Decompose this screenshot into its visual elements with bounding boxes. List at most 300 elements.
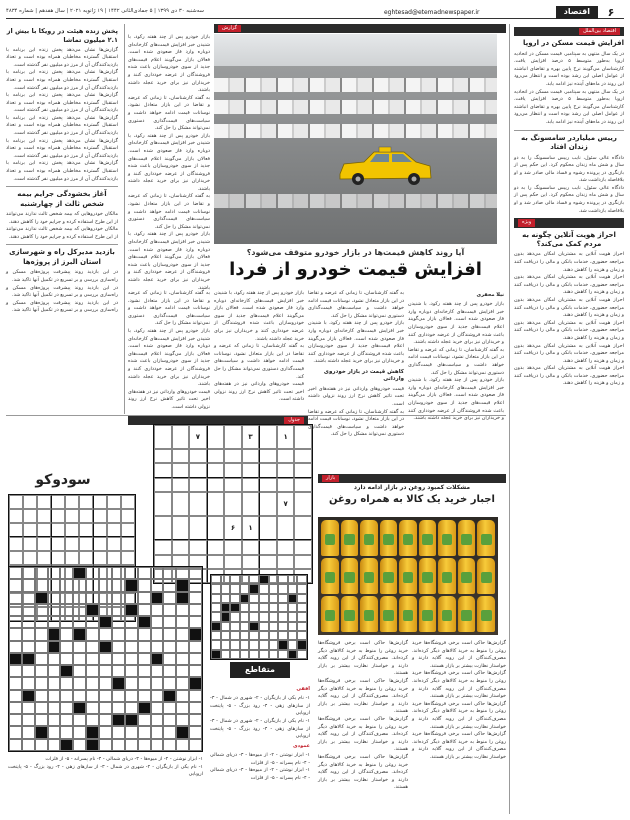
crossword-cell[interactable] xyxy=(73,592,86,604)
crossword-cell[interactable] xyxy=(99,604,112,616)
sudoku-cell[interactable] xyxy=(294,516,312,540)
crossword-cell[interactable] xyxy=(22,653,35,665)
crossword-cell[interactable] xyxy=(249,575,259,584)
sudoku-cell[interactable] xyxy=(154,492,172,516)
crossword-cell[interactable] xyxy=(151,739,164,751)
crossword-cell[interactable] xyxy=(35,702,48,714)
crossword-cell[interactable] xyxy=(269,594,279,603)
crossword-cell[interactable] xyxy=(22,567,35,579)
crossword-cell[interactable] xyxy=(151,628,164,640)
crossword-cell[interactable] xyxy=(125,653,138,665)
crossword-cell[interactable] xyxy=(151,653,164,665)
crossword-cell[interactable] xyxy=(189,628,202,640)
crossword-cell[interactable] xyxy=(125,690,138,702)
sudoku-cell[interactable] xyxy=(277,540,295,554)
sudoku-cell[interactable] xyxy=(172,492,190,516)
crossword-cell[interactable] xyxy=(138,616,151,628)
sudoku-cell[interactable] xyxy=(9,523,23,537)
crossword-cell[interactable] xyxy=(297,603,307,612)
sudoku-cell[interactable] xyxy=(154,425,172,449)
crossword-cell[interactable] xyxy=(60,641,73,653)
sudoku-cell[interactable] xyxy=(207,492,225,516)
crossword-cell[interactable] xyxy=(112,665,125,677)
sudoku-cell[interactable] xyxy=(9,551,23,565)
sudoku-cell[interactable] xyxy=(23,551,37,565)
crossword-cell[interactable] xyxy=(211,650,221,659)
crossword-cell[interactable] xyxy=(288,603,298,612)
sudoku-cell[interactable] xyxy=(154,478,172,492)
crossword-cell[interactable] xyxy=(125,579,138,591)
crossword-cell[interactable] xyxy=(86,665,99,677)
sudoku-cell[interactable] xyxy=(23,537,37,551)
crossword-cell[interactable] xyxy=(189,592,202,604)
crossword-cell[interactable] xyxy=(297,622,307,631)
crossword-cell[interactable] xyxy=(35,726,48,738)
sudoku-cell[interactable] xyxy=(242,478,260,492)
crossword-cell[interactable] xyxy=(112,714,125,726)
crossword-cell[interactable] xyxy=(138,690,151,702)
sudoku-cell[interactable] xyxy=(93,523,107,537)
crossword-cell[interactable] xyxy=(278,650,288,659)
crossword-cell[interactable] xyxy=(73,628,86,640)
crossword-cell[interactable] xyxy=(221,640,231,649)
crossword-cell[interactable] xyxy=(22,628,35,640)
crossword-cell[interactable] xyxy=(278,640,288,649)
sudoku-cell[interactable] xyxy=(65,523,79,537)
sudoku-cell[interactable] xyxy=(277,555,295,569)
sudoku-cell[interactable] xyxy=(172,425,190,449)
sudoku-cell[interactable] xyxy=(224,478,242,492)
sudoku-cell[interactable] xyxy=(79,537,93,551)
crossword-cell[interactable] xyxy=(138,702,151,714)
crossword-cell[interactable] xyxy=(211,584,221,593)
crossword-cell[interactable] xyxy=(99,616,112,628)
crossword-cell[interactable] xyxy=(112,653,125,665)
crossword-cell[interactable] xyxy=(189,604,202,616)
crossword-cell[interactable] xyxy=(22,714,35,726)
crossword-cell[interactable] xyxy=(99,739,112,751)
crossword-cell[interactable] xyxy=(269,575,279,584)
crossword-cell[interactable] xyxy=(73,616,86,628)
crossword-cell[interactable] xyxy=(60,714,73,726)
crossword-cell[interactable] xyxy=(269,631,279,640)
sudoku-cell[interactable] xyxy=(242,555,260,569)
crossword-cell[interactable] xyxy=(221,622,231,631)
crossword-cell[interactable] xyxy=(151,714,164,726)
crossword-cell[interactable] xyxy=(189,739,202,751)
sudoku-cell[interactable] xyxy=(207,540,225,554)
sudoku-cell[interactable] xyxy=(189,463,207,477)
crossword-cell[interactable] xyxy=(22,739,35,751)
sudoku-cell[interactable] xyxy=(294,463,312,477)
crossword-cell[interactable] xyxy=(230,594,240,603)
crossword-cell[interactable] xyxy=(288,640,298,649)
crossword-cell[interactable] xyxy=(35,579,48,591)
crossword-cell[interactable] xyxy=(269,584,279,593)
crossword-cell[interactable] xyxy=(86,616,99,628)
sudoku-cell[interactable] xyxy=(93,495,107,509)
crossword-cell[interactable] xyxy=(22,665,35,677)
crossword-cell[interactable] xyxy=(176,690,189,702)
crossword-cell[interactable] xyxy=(138,604,151,616)
crossword-cell[interactable] xyxy=(269,622,279,631)
crossword-cell[interactable] xyxy=(86,628,99,640)
sudoku-cell[interactable] xyxy=(121,551,135,565)
crossword-cell[interactable] xyxy=(163,567,176,579)
crossword-cell[interactable] xyxy=(9,714,22,726)
crossword-cell[interactable] xyxy=(176,714,189,726)
crossword-cell[interactable] xyxy=(48,604,61,616)
crossword-cell[interactable] xyxy=(221,603,231,612)
sudoku-cell[interactable] xyxy=(189,516,207,540)
sudoku-cell[interactable] xyxy=(65,551,79,565)
crossword-cell[interactable] xyxy=(22,604,35,616)
sudoku-cell[interactable] xyxy=(121,537,135,551)
crossword-cell[interactable] xyxy=(73,604,86,616)
crossword-cell[interactable] xyxy=(249,631,259,640)
crossword-cell[interactable] xyxy=(176,653,189,665)
crossword-cell[interactable] xyxy=(99,714,112,726)
crossword-cell[interactable] xyxy=(9,579,22,591)
crossword-cell[interactable] xyxy=(73,665,86,677)
crossword-cell[interactable] xyxy=(278,603,288,612)
crossword-cell[interactable] xyxy=(240,631,250,640)
crossword-cell[interactable] xyxy=(48,702,61,714)
crossword-cell[interactable] xyxy=(138,726,151,738)
crossword-cell[interactable] xyxy=(163,579,176,591)
sudoku-grid-2[interactable] xyxy=(153,424,313,584)
sudoku-cell[interactable]: ۱ xyxy=(277,425,295,449)
crossword-cell[interactable] xyxy=(35,690,48,702)
crossword-cell[interactable] xyxy=(22,726,35,738)
crossword-cell[interactable] xyxy=(288,594,298,603)
crossword-cell[interactable] xyxy=(99,702,112,714)
crossword-cell[interactable] xyxy=(22,641,35,653)
crossword-cell[interactable] xyxy=(35,653,48,665)
sudoku-cell[interactable] xyxy=(172,478,190,492)
crossword-cell[interactable] xyxy=(35,739,48,751)
crossword-cell[interactable] xyxy=(99,641,112,653)
crossword-cell[interactable] xyxy=(176,616,189,628)
sudoku-cell[interactable]: ۷ xyxy=(277,492,295,516)
crossword-cell[interactable] xyxy=(9,690,22,702)
sudoku-cell[interactable] xyxy=(23,523,37,537)
crossword-cell[interactable] xyxy=(189,653,202,665)
crossword-cell[interactable] xyxy=(176,665,189,677)
crossword-cell[interactable] xyxy=(35,714,48,726)
crossword-cell[interactable] xyxy=(86,726,99,738)
crossword-cell[interactable] xyxy=(163,641,176,653)
crossword-cell[interactable] xyxy=(99,579,112,591)
sudoku-cell[interactable] xyxy=(259,478,277,492)
crossword-cell[interactable] xyxy=(288,612,298,621)
crossword-cell[interactable] xyxy=(176,677,189,689)
crossword-cell[interactable] xyxy=(48,616,61,628)
sudoku-cell[interactable] xyxy=(259,492,277,516)
crossword-cell[interactable] xyxy=(48,690,61,702)
crossword-cell[interactable] xyxy=(211,612,221,621)
crossword-cell[interactable] xyxy=(230,575,240,584)
sudoku-cell[interactable] xyxy=(107,509,121,523)
sudoku-cell[interactable] xyxy=(79,523,93,537)
crossword-grid[interactable] xyxy=(8,566,203,752)
sudoku-cell[interactable] xyxy=(121,523,135,537)
crossword-cell[interactable] xyxy=(9,628,22,640)
crossword-cell[interactable] xyxy=(151,690,164,702)
sudoku-cell[interactable] xyxy=(93,509,107,523)
crossword-cell[interactable] xyxy=(249,650,259,659)
crossword-cell[interactable] xyxy=(112,690,125,702)
sudoku-cell[interactable] xyxy=(224,425,242,449)
crossword-cell[interactable] xyxy=(163,665,176,677)
crossword-cell[interactable] xyxy=(9,592,22,604)
crossword-cell[interactable] xyxy=(86,567,99,579)
crossword-cell[interactable] xyxy=(60,739,73,751)
crossword-cell[interactable] xyxy=(138,592,151,604)
crossword-cell[interactable] xyxy=(99,726,112,738)
crossword-cell[interactable] xyxy=(125,616,138,628)
crossword-cell[interactable] xyxy=(288,584,298,593)
crossword-cell[interactable] xyxy=(60,677,73,689)
crossword-cell[interactable] xyxy=(269,612,279,621)
sudoku-cell[interactable] xyxy=(23,509,37,523)
crossword-cell[interactable] xyxy=(189,616,202,628)
sudoku-cell[interactable] xyxy=(242,463,260,477)
sudoku-cell[interactable] xyxy=(154,516,172,540)
crossword-cell[interactable] xyxy=(278,622,288,631)
crossword-cell[interactable] xyxy=(163,726,176,738)
crossword-cell[interactable] xyxy=(259,640,269,649)
sudoku-cell[interactable] xyxy=(93,551,107,565)
crossword-cell[interactable] xyxy=(73,653,86,665)
crossword-cell[interactable] xyxy=(151,592,164,604)
crossword-cell[interactable] xyxy=(211,603,221,612)
crossword-cell[interactable] xyxy=(22,702,35,714)
crossword-cell[interactable] xyxy=(48,677,61,689)
crossword-cell[interactable] xyxy=(22,579,35,591)
sudoku-cell[interactable] xyxy=(172,516,190,540)
crossword-cell[interactable] xyxy=(86,739,99,751)
crossword-cell[interactable] xyxy=(259,622,269,631)
sudoku-cell[interactable] xyxy=(9,509,23,523)
crossword-cell[interactable] xyxy=(189,641,202,653)
sudoku-cell[interactable] xyxy=(207,555,225,569)
crossword-cell[interactable] xyxy=(221,594,231,603)
crossword-cell[interactable] xyxy=(138,665,151,677)
sudoku-cell[interactable] xyxy=(294,425,312,449)
crossword-cell[interactable] xyxy=(269,650,279,659)
crossword-cell[interactable] xyxy=(230,640,240,649)
crossword-cell[interactable] xyxy=(163,702,176,714)
crossword-cell[interactable] xyxy=(163,628,176,640)
crossword-cell[interactable] xyxy=(189,677,202,689)
sudoku-cell[interactable] xyxy=(172,540,190,554)
crossword-cell[interactable] xyxy=(60,579,73,591)
crossword-cell[interactable] xyxy=(163,690,176,702)
sudoku-cell[interactable] xyxy=(23,495,37,509)
sudoku-cell[interactable] xyxy=(294,555,312,569)
sudoku-cell[interactable] xyxy=(224,492,242,516)
crossword-cell[interactable] xyxy=(138,653,151,665)
sudoku-cell[interactable] xyxy=(189,449,207,463)
sudoku-cell[interactable] xyxy=(207,516,225,540)
crossword-cell[interactable] xyxy=(176,702,189,714)
crossword-cell[interactable] xyxy=(189,714,202,726)
crossword-cell[interactable] xyxy=(86,579,99,591)
sudoku-cell[interactable] xyxy=(224,463,242,477)
crossword-cell[interactable] xyxy=(176,592,189,604)
sudoku-cell[interactable] xyxy=(65,537,79,551)
crossword-cell[interactable] xyxy=(249,603,259,612)
sudoku-cell[interactable] xyxy=(189,478,207,492)
sudoku-cell[interactable] xyxy=(259,540,277,554)
crossword-cell[interactable] xyxy=(9,641,22,653)
crossword-cell[interactable] xyxy=(112,592,125,604)
crossword-cell[interactable] xyxy=(48,726,61,738)
sudoku-cell[interactable] xyxy=(277,449,295,463)
crossword-cell[interactable] xyxy=(86,714,99,726)
crossword-cell[interactable] xyxy=(73,690,86,702)
crossword-cell[interactable] xyxy=(86,604,99,616)
sudoku-cell[interactable] xyxy=(224,449,242,463)
crossword-cell[interactable] xyxy=(86,702,99,714)
sudoku-cell[interactable] xyxy=(242,492,260,516)
crossword-cell[interactable] xyxy=(297,575,307,584)
crossword-cell[interactable] xyxy=(48,714,61,726)
crossword-cell[interactable] xyxy=(176,567,189,579)
crossword-cell[interactable] xyxy=(48,567,61,579)
sudoku-cell[interactable] xyxy=(37,537,51,551)
crossword-cell[interactable] xyxy=(112,579,125,591)
crossword-cell[interactable] xyxy=(22,677,35,689)
crossword-cell[interactable] xyxy=(60,628,73,640)
crossword-cell[interactable] xyxy=(230,612,240,621)
crossword-cell[interactable] xyxy=(112,567,125,579)
crossword-cell[interactable] xyxy=(288,650,298,659)
crossword-cell[interactable] xyxy=(9,604,22,616)
sudoku-cell[interactable] xyxy=(51,523,65,537)
crossword-cell[interactable] xyxy=(9,677,22,689)
crossword-cell[interactable] xyxy=(240,594,250,603)
crossword-cell[interactable] xyxy=(288,622,298,631)
crossword-cell[interactable] xyxy=(48,579,61,591)
crossword-cell[interactable] xyxy=(240,640,250,649)
crossword-cell[interactable] xyxy=(176,604,189,616)
crossword-cell[interactable] xyxy=(240,612,250,621)
sudoku-cell[interactable] xyxy=(277,463,295,477)
crossword-cell[interactable] xyxy=(60,690,73,702)
crossword-cell[interactable] xyxy=(297,640,307,649)
sudoku-cell[interactable] xyxy=(294,540,312,554)
crossword-cell[interactable] xyxy=(73,567,86,579)
crossword-cell[interactable] xyxy=(151,641,164,653)
crossword-cell[interactable] xyxy=(297,594,307,603)
crossword-cell[interactable] xyxy=(249,594,259,603)
crossword-cell[interactable] xyxy=(60,702,73,714)
crossword-cell[interactable] xyxy=(163,739,176,751)
crossword-cell[interactable] xyxy=(163,677,176,689)
crossword-cell[interactable] xyxy=(60,665,73,677)
crossword-cell[interactable] xyxy=(48,739,61,751)
crossword-cell[interactable] xyxy=(211,631,221,640)
crossword-cell[interactable] xyxy=(249,640,259,649)
crossword-cell[interactable] xyxy=(189,665,202,677)
sudoku-cell[interactable] xyxy=(9,495,23,509)
crossword-cell[interactable] xyxy=(99,567,112,579)
crossword-cell[interactable] xyxy=(48,641,61,653)
crossword-cell[interactable] xyxy=(73,579,86,591)
crossword-cell[interactable] xyxy=(230,622,240,631)
crossword-cell[interactable] xyxy=(125,592,138,604)
sudoku-cell[interactable] xyxy=(51,537,65,551)
crossword-cell[interactable] xyxy=(99,665,112,677)
crossword-cell[interactable] xyxy=(112,677,125,689)
crossword-cell[interactable] xyxy=(249,612,259,621)
crossword-cell[interactable] xyxy=(125,567,138,579)
crossword-cell[interactable] xyxy=(86,690,99,702)
sudoku-cell[interactable] xyxy=(242,449,260,463)
sudoku-cell[interactable]: ۳ xyxy=(242,425,260,449)
crossword-cell[interactable] xyxy=(112,641,125,653)
crossword-cell[interactable] xyxy=(99,592,112,604)
sudoku-cell[interactable] xyxy=(259,516,277,540)
crossword-cell[interactable] xyxy=(151,604,164,616)
crossword-cell[interactable] xyxy=(138,628,151,640)
crossword-cell[interactable] xyxy=(138,739,151,751)
crossword-cell[interactable] xyxy=(138,714,151,726)
crossword-cell[interactable] xyxy=(125,665,138,677)
crossword-cell[interactable] xyxy=(35,567,48,579)
crossword-cell[interactable] xyxy=(73,726,86,738)
crossword-cell[interactable] xyxy=(249,622,259,631)
crossword-cell[interactable] xyxy=(60,726,73,738)
sudoku-cell[interactable] xyxy=(242,540,260,554)
crossword-cell[interactable] xyxy=(35,641,48,653)
crossword-cell[interactable] xyxy=(221,650,231,659)
crossword-cell[interactable] xyxy=(48,628,61,640)
sudoku-cell[interactable] xyxy=(51,495,65,509)
crossword-cell[interactable] xyxy=(9,702,22,714)
crossword-cell[interactable] xyxy=(176,628,189,640)
sudoku-cell[interactable] xyxy=(154,463,172,477)
crossword-cell[interactable] xyxy=(125,702,138,714)
crossword-cell[interactable] xyxy=(125,739,138,751)
crossword-cell[interactable] xyxy=(211,622,221,631)
crossword-cell[interactable] xyxy=(73,677,86,689)
sudoku-cell[interactable] xyxy=(294,478,312,492)
crossword-cell[interactable] xyxy=(99,677,112,689)
crossword-cell[interactable] xyxy=(163,714,176,726)
crossword-cell[interactable] xyxy=(176,726,189,738)
crossword-cell[interactable] xyxy=(297,612,307,621)
sudoku-cell[interactable] xyxy=(107,523,121,537)
crossword-cell[interactable] xyxy=(151,726,164,738)
crossword-cell[interactable] xyxy=(86,653,99,665)
crossword-cell[interactable] xyxy=(35,628,48,640)
sudoku-cell[interactable] xyxy=(65,495,79,509)
sudoku-cell[interactable] xyxy=(9,537,23,551)
crossword-cell[interactable] xyxy=(211,575,221,584)
crossword-cell[interactable] xyxy=(189,702,202,714)
sudoku-cell[interactable]: ۷ xyxy=(189,425,207,449)
crossword-cell[interactable] xyxy=(297,584,307,593)
crossword-cell[interactable] xyxy=(48,653,61,665)
crossword-cell[interactable] xyxy=(86,641,99,653)
sudoku-cell[interactable] xyxy=(224,555,242,569)
crossword-cell[interactable] xyxy=(73,702,86,714)
sudoku-cell[interactable] xyxy=(107,537,121,551)
crossword-cell[interactable] xyxy=(221,612,231,621)
